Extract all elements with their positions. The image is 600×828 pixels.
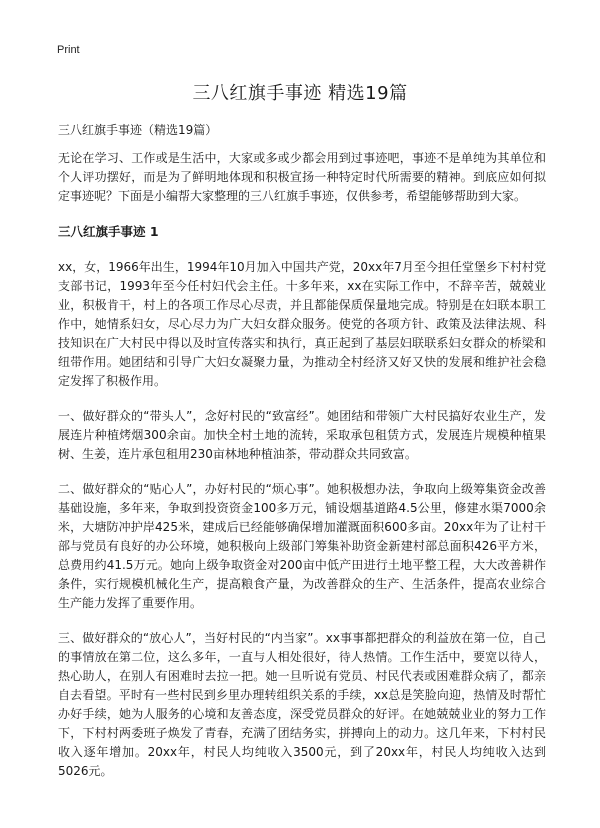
body-paragraph: 一、做好群众的“带头人”，念好村民的“致富经”。她团结和带领广大村民搞好农业生产，发展连片种植烤烟300余亩。加快全村土地的流转，采取承包租赁方式，发展连片规模种植果树、生姜，连片承包租用230亩林地种植油茶，带动群众共同致富。 [58,409,546,461]
body-paragraph: xx，女，1966年出生，1994年10月加入中国共产党，20xx年7月至今担任堂堡乡下村村党支部书记，1993年至今任村妇代会主任。十多年来，xx在实际工作中，不辞辛苦，兢兢业业，积极肯干，村上的各项工作尽心尽责，并且都能保质保量地完成。特别是在妇联本职工作中，她情系妇女，尽心尽力为广大妇女群众服务。使党的各项方针、政策及法律法规、科技知识在广大村民中得以及时宣传落实和执行，真正起到了基层妇联联系妇女群众的桥梁和纽带作用。她团结和引导广大妇女凝聚力量，为推动全村经济又好又快的发展和维护社会稳定发挥了积极作用。 [58,260,546,388]
intro-paragraph: 无论在学习、工作或是生活中，大家或多或少都会用到过事迹吧，事迹不是单纯为其单位和个人评功摆好，而是为了鲜明地体现和积极宣扬一种特定时代所需要的精神。到底应如何拟定事迹呢？下面是小编帮大家整理的三八红旗手事迹，仅供参考，希望能够帮助到大家。 [58,151,546,203]
article-body [58,149,546,797]
section-heading: 三八红旗手事迹 1 [58,224,159,239]
print-link[interactable]: Print [57,44,80,56]
body-paragraph: 二、做好群众的“贴心人”，办好村民的“烦心事”。她积极想办法，争取向上级筹集资金改善基础设施，多年来，争取到投资资金100多万元，铺设烟基道路4.5公里，修建水渠7000余米，大塘防冲护岸425米，建成后已经能够确保增加灌溉面积600多亩。20xx年为了让村干部与党员有良好的办公环境，她积极向上级部门筹集补助资金新建村部总面积426平方米，总费用约41.5万元。她向上级争取资金对200亩中低产田进行土地平整工程，大大改善耕作条件，实行规模机械化生产，提高粮食产量，为改善群众的生产、生活条件，提高农业综合生产能力发挥了重要作用。 [58,482,546,610]
page-title: 三八红旗手事迹 精选19篇 [192,83,408,104]
body-paragraph: 三、做好群众的“放心人”，当好村民的“内当家”。xx事事都把群众的利益放在第一位，自己的事情放在第二位，这么多年，一直与人相处很好，待人热情。工作生活中，要宽以待人，热心助人，在别人有困难时去拉一把。她一旦听说有党员、村民代表或困难群众病了，都亲自去看望。平时有一些村民到乡里办理转组织关系的手续，xx总是笑脸向迎，热情及时帮忙办好手续，她为人服务的心境和友善态度，深受党员群众的好评。在她兢兢业业的努力工作下，下村村两委班子焕发了青春，充满了团结务实，拼搏向上的动力。这几年来，下村村民收入逐年增加。20xx年，村民人均纯收入3500元，到了20xx年，村民人均纯收入达到5026元。 [58,631,546,778]
article-subtitle: 三八红旗手事迹（精选19篇） [58,123,218,137]
